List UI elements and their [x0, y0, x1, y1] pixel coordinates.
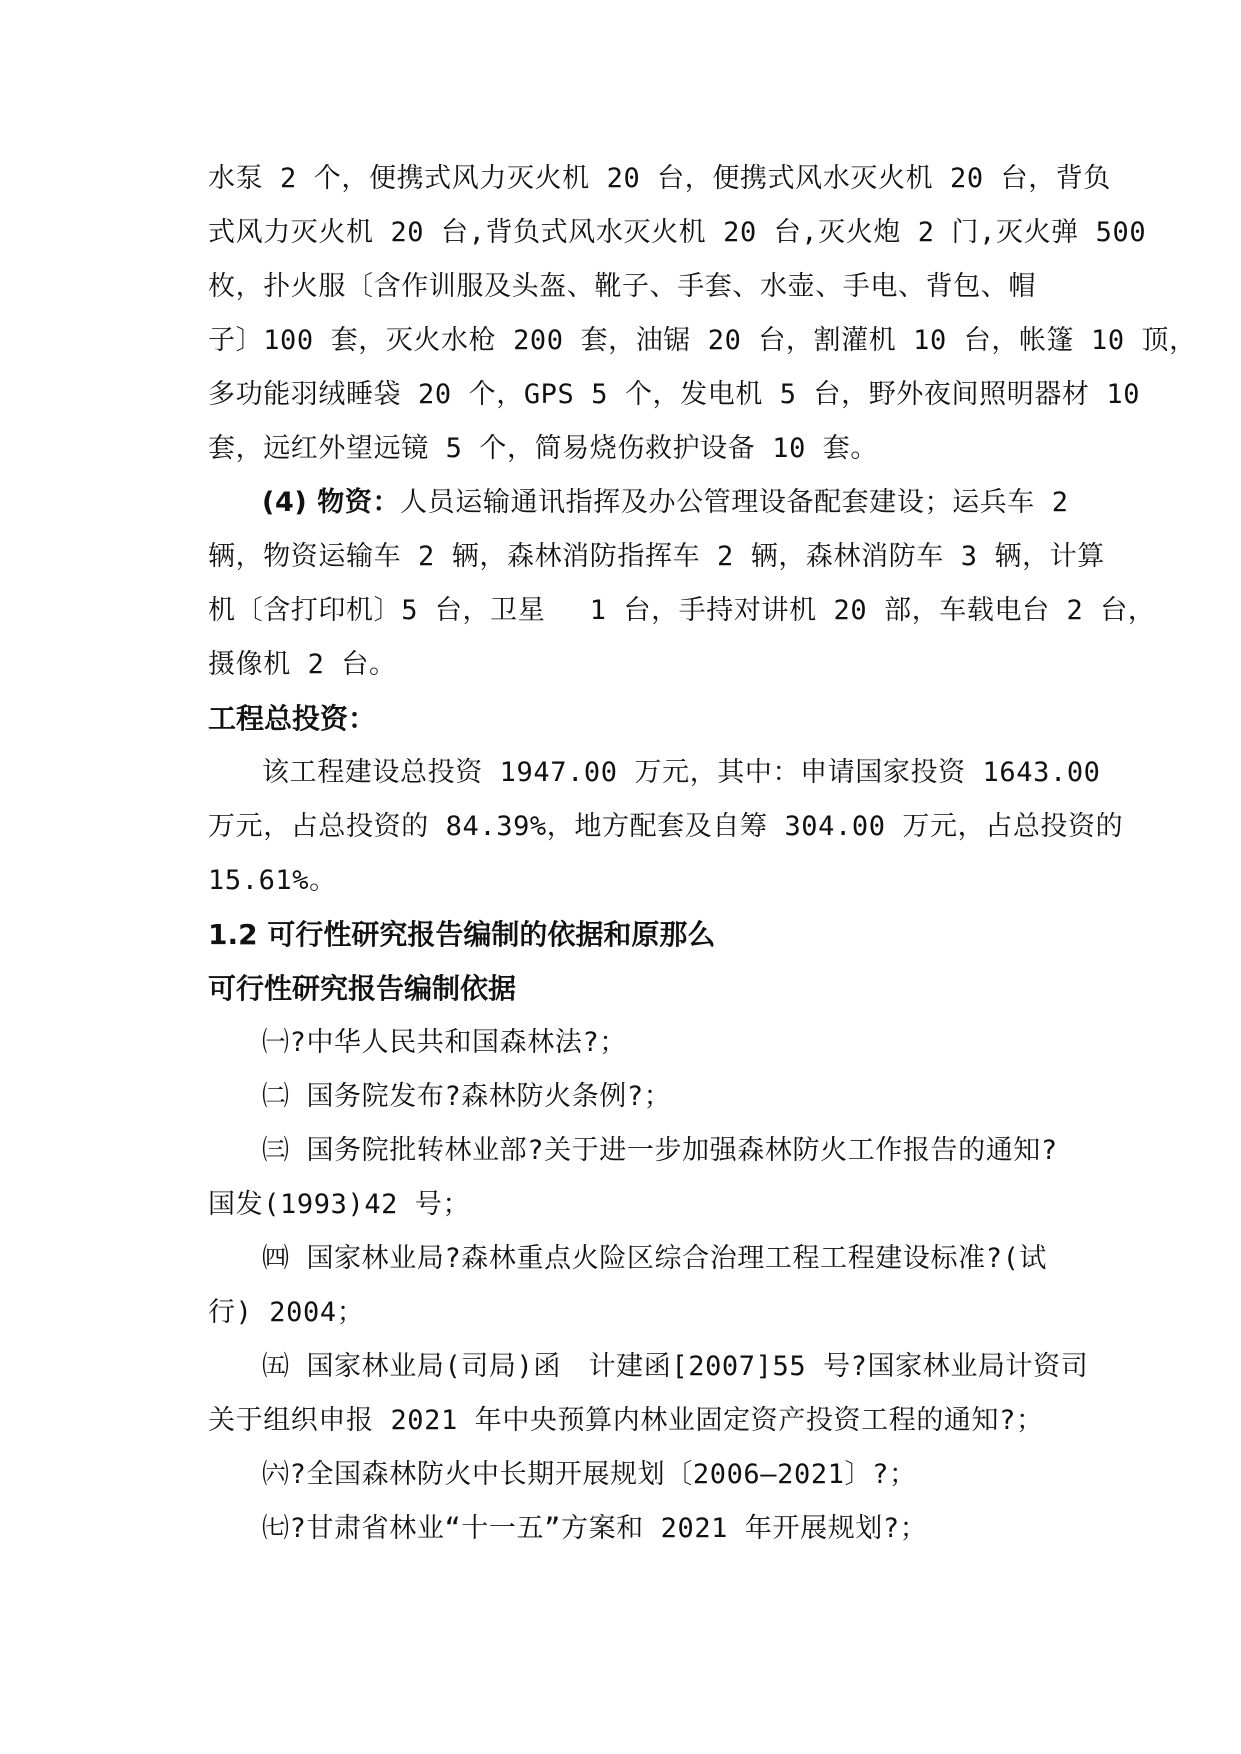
document-page	[208, 152, 1197, 1556]
list-item-continuation: 关于组织申报 2021 年中央预算内林业固定资产投资工程的通知?；	[208, 1405, 1044, 1436]
text-line: 机〔含打印机〕5 台，卫星 1 台，手持对讲机 20 部，车载电台 2 台，	[208, 595, 1156, 626]
text-line: 水泵 2 个，便携式风力灭火机 20 台，便携式风水灭火机 20 台，背负	[208, 163, 1112, 194]
list-item-continuation: 国发(1993)42 号；	[208, 1189, 471, 1220]
list-item: ㈦?甘肃省林业“十一五”方案和 2021 年开展规划?；	[262, 1513, 928, 1544]
text-line: 多功能羽绒睡袋 20 个，GPS 5 个，发电机 5 台，野外夜间照明器材 10	[208, 379, 1141, 410]
materials-label: (4) 物资：	[262, 487, 401, 518]
text-line: 套，远红外望远镜 5 个，简易烧伤救护设备 10 套。	[208, 433, 878, 464]
investment-heading: 工程总投资：	[208, 702, 377, 735]
list-item: ㈢ 国务院批转林业部?关于进一步加强森林防火工作报告的通知?	[262, 1135, 1058, 1166]
list-item: ㈣ 国家林业局?森林重点火险区综合治理工程工程建设标准?(试	[262, 1243, 1048, 1274]
list-item-continuation: 行) 2004；	[208, 1297, 365, 1328]
text-line: 该工程建设总投资 1947.00 万元，其中：申请国家投资 1643.00	[262, 757, 1101, 788]
section-heading: 1.2 可行性研究报告编制的依据和原那么	[208, 918, 716, 951]
materials-first-line	[208, 476, 1108, 530]
list-item: ㈠?中华人民共和国森林法?；	[262, 1027, 627, 1058]
text-line: 15.61%。	[208, 865, 337, 896]
list-item: ㈤ 国家林业局(司局)函 计建函[2007]55 号?国家林业局计资司	[262, 1351, 1089, 1382]
text-line: 式风力灭火机 20 台,背负式风水灭火机 20 台,灭火炮 2 门,灭火弹 500	[208, 217, 1147, 248]
materials-text: 人员运输通讯指挥及办公管理设备配套建设；运兵车 2	[400, 487, 1069, 518]
text-line: 辆，物资运输车 2 辆，森林消防指挥车 2 辆，森林消防车 3 辆，计算	[208, 541, 1105, 572]
list-item: ㈡ 国务院发布?森林防火条例?；	[262, 1081, 672, 1112]
text-line: 枚，扑火服〔含作训服及头盔、靴子、手套、水壶、手电、背包、帽	[208, 271, 1036, 302]
text-line: 子〕100 套，灭火水枪 200 套，油锯 20 台，割灌机 10 台，帐篷 10 顶，	[208, 325, 1197, 356]
subsection-heading: 可行性研究报告编制依据	[208, 972, 517, 1005]
text-line: 摄像机 2 台。	[208, 649, 397, 680]
text-line: 万元，占总投资的 84.39%，地方配套及自筹 304.00 万元，占总投资的	[208, 811, 1124, 842]
list-item: ㈥?全国森林防火中长期开展规划〔2006—2021〕?；	[262, 1459, 917, 1490]
